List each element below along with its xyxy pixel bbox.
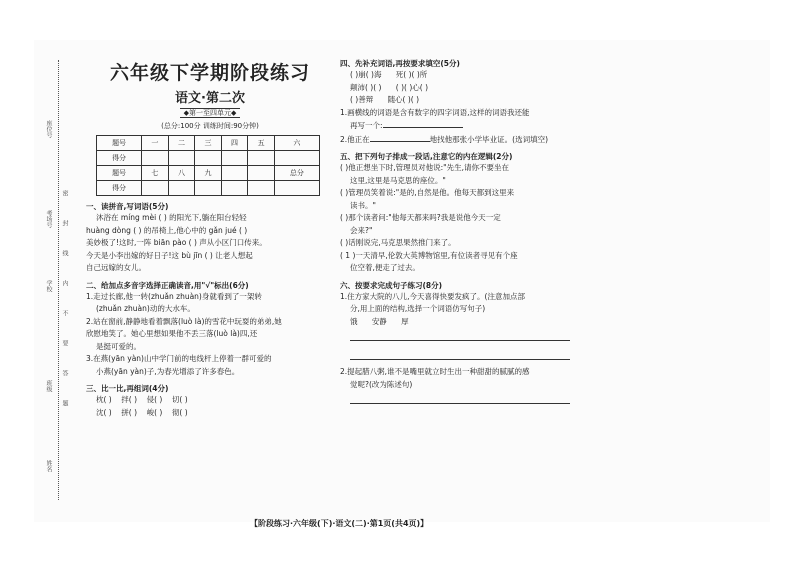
table-cell: 题号 (97, 136, 142, 151)
idiom-row (340, 82, 576, 95)
table-cell: 题号 (97, 166, 142, 181)
idiom-item[interactable]: ( )( )心( ) (395, 82, 429, 92)
compare-row (86, 407, 334, 420)
section-1-heading: 一、读拼音,写词语(5分) (86, 202, 169, 211)
question-line: 今天是小李出嫁的好日子!这 bù jīn ( ) 让老人想起 (86, 250, 253, 260)
table-cell: 三 (195, 136, 222, 151)
section-5-heading: 五、把下列句子排成一段话,注意它的内在逻辑(2分) (340, 152, 513, 161)
table-cell: 二 (168, 136, 195, 151)
idiom-item[interactable]: 随心( )( ) (387, 95, 420, 104)
score-input-cell[interactable] (221, 151, 248, 166)
seal-line (58, 60, 59, 500)
seal-char: 内 (61, 280, 68, 286)
compare-item[interactable]: 切( ) (171, 395, 188, 404)
idiom-item[interactable]: 死( )( )所 (395, 70, 428, 79)
answer-line[interactable] (350, 393, 570, 404)
table-cell: 六 (274, 136, 319, 151)
table-cell: 得分 (97, 151, 142, 166)
question-line: 小燕(yān yàn)子,为春光增添了许多春色。 (96, 366, 240, 376)
order-item: 读书。" (350, 200, 376, 210)
name-label: 姓名 (45, 460, 52, 472)
right-column (340, 58, 576, 410)
seal-char: 线 (61, 250, 68, 256)
word-choice: 安静 (371, 316, 387, 326)
question-line: 1.画横线的词语是含有数字的四字词语,这样的词语我还能 (340, 107, 530, 117)
answer-line[interactable] (350, 349, 570, 360)
table-cell: 一 (142, 136, 169, 151)
question-line: 觉呢?(改为陈述句) (350, 379, 413, 389)
table-cell: 四 (221, 136, 248, 151)
seal-char: 要 (61, 340, 68, 346)
seal-char: 题 (61, 400, 68, 406)
binding-margin (40, 60, 70, 500)
table-cell (221, 166, 248, 181)
seal-char: 答 (61, 370, 68, 376)
idiom-row (340, 94, 576, 107)
question-line: 3.在燕(yān yàn)山中学门前的电线杆上停着一群可爱的 (86, 354, 272, 363)
section-2-heading: 二、给加点多音字选择正确读音,用"√"标出(6分) (86, 280, 249, 290)
question-line: 沐浴在 míng mèi ( ) 的阳光下,躺在阳台轻轻 (96, 213, 247, 222)
idiom-item[interactable]: ( )善辩 (350, 95, 374, 104)
order-item: ( )他正想坐下时,管理员对他说:"先生,请你不要坐在 (340, 163, 509, 172)
table-cell: 得分 (97, 181, 142, 196)
idiom-item[interactable]: ( )崩( )海 (350, 70, 382, 79)
class-label: 班级 (45, 380, 52, 392)
seat-label: 座位号 (45, 120, 52, 138)
question-line: huàng dòng ( ) 的吊椅上,他心中的 gǎn jué ( ) (86, 225, 248, 235)
page-footer: 【阶段练习·六年级(下)·语文(二)·第1页(共4页)】 (250, 519, 429, 528)
score-input-cell[interactable] (248, 151, 275, 166)
score-input-cell[interactable] (168, 181, 195, 196)
word-choice: 厚 (401, 316, 409, 326)
question-line: 2.他正在 地找他那张小学毕业证。(选词填空) (340, 134, 549, 144)
table-cell: 七 (142, 166, 169, 181)
question-line: 1.住方家大院的八儿,今天喜得快要发疯了。(注意加点部 (340, 291, 525, 301)
compare-item[interactable]: 枕( ) (96, 395, 112, 404)
question-line: (zhuǎn zhuàn)动的大水车。 (96, 304, 195, 313)
order-item: ( )那个读者问:"他每天都来吗?我是说他今天一定 (340, 213, 501, 222)
question-line: 分,用上面的结构,选择一个词语仿写句子) (350, 304, 486, 313)
compare-item[interactable]: 峻( ) (146, 407, 163, 417)
order-item: ( )话刚说完,马克思果然推门来了。 (340, 238, 456, 247)
compare-item[interactable]: 拌( ) (121, 395, 138, 404)
order-item: ( )管理员笑着说:"是的,自然是他。他每天都到这里来 (340, 188, 515, 197)
score-input-cell[interactable] (142, 181, 169, 196)
compare-item[interactable]: 沈( ) (96, 407, 112, 417)
score-input-cell[interactable] (274, 151, 319, 166)
table-cell (248, 166, 275, 181)
score-input-cell[interactable] (221, 181, 248, 196)
order-item: ( 1 )一天清早,伦敦大英博物馆里,有位读者寻见有个座 (340, 250, 518, 260)
question-line: 是挺可爱的。 (96, 341, 141, 351)
left-column (86, 58, 334, 419)
seal-char: 密 (61, 190, 68, 196)
unit-range: ◆第一至四单元◆ (180, 108, 241, 118)
page-subtitle: 语文·第二次 (175, 91, 245, 106)
compare-item[interactable]: 侵( ) (146, 395, 163, 404)
score-input-cell[interactable] (168, 151, 195, 166)
page-title: 六年级下学期阶段练习 (109, 62, 310, 84)
question-line: 再写一个: (340, 119, 576, 133)
section-3-heading: 三、比一比,再组词(4分) (86, 384, 169, 393)
seal-char: 封 (61, 220, 68, 226)
score-input-cell[interactable] (274, 181, 319, 196)
section-4-heading: 四、先补充词语,再按要求填空(5分) (340, 59, 460, 68)
table-cell: 总分 (274, 166, 319, 181)
score-input-cell[interactable] (248, 181, 275, 196)
compare-row (86, 394, 334, 407)
idiom-row (340, 69, 576, 82)
question-line: 欣慰地笑了。她心里想如果他不丢三落(luò là)四,还 (86, 329, 258, 338)
word-choices (340, 316, 576, 329)
section-6-heading: 六、按要求完成句子练习(8分) (340, 280, 443, 290)
order-item: 会来?" (350, 225, 373, 235)
answer-blank[interactable] (383, 119, 463, 128)
order-item: 这里,这里是马克思的座位。" (350, 175, 446, 185)
seal-char: 不 (61, 310, 68, 316)
word-choice: 饿 (350, 316, 358, 326)
table-cell: 五 (248, 136, 275, 151)
exam-meta: (总分:100分 训练时间:90分钟) (161, 122, 259, 130)
question-line: 1.走过长廊,他一转(zhuǎn zhuàn)身就看到了一架转 (86, 291, 262, 301)
score-input-cell[interactable] (142, 151, 169, 166)
room-label: 考场号 (45, 210, 52, 228)
question-line: 自己远嫁的女儿。 (86, 263, 146, 272)
question-line: 美妙极了!这时,一阵 biān pào ( ) 声从小区门口传来。 (86, 238, 267, 247)
compare-item[interactable]: 彻( ) (171, 407, 188, 417)
answer-blank[interactable] (370, 133, 430, 142)
order-item: 位空着,便走了过去。 (350, 263, 420, 272)
answer-line[interactable] (350, 330, 570, 341)
compare-item[interactable]: 拼( ) (121, 407, 138, 417)
table-cell: 八 (168, 166, 195, 181)
idiom-item[interactable]: 颠沛( )( ) (350, 82, 382, 92)
score-input-cell[interactable] (195, 181, 222, 196)
table-cell: 九 (195, 166, 222, 181)
score-table (96, 135, 320, 196)
score-input-cell[interactable] (195, 151, 222, 166)
question-line: 2.站在窗前,静静地看着飘落(luò là)的雪花中玩耍的弟弟,她 (86, 316, 282, 326)
question-line: 2.提起腊八粥,谁不是嘴里就立时生出一种甜甜的腻腻的感 (340, 367, 530, 376)
school-label: 学校 (45, 280, 52, 292)
